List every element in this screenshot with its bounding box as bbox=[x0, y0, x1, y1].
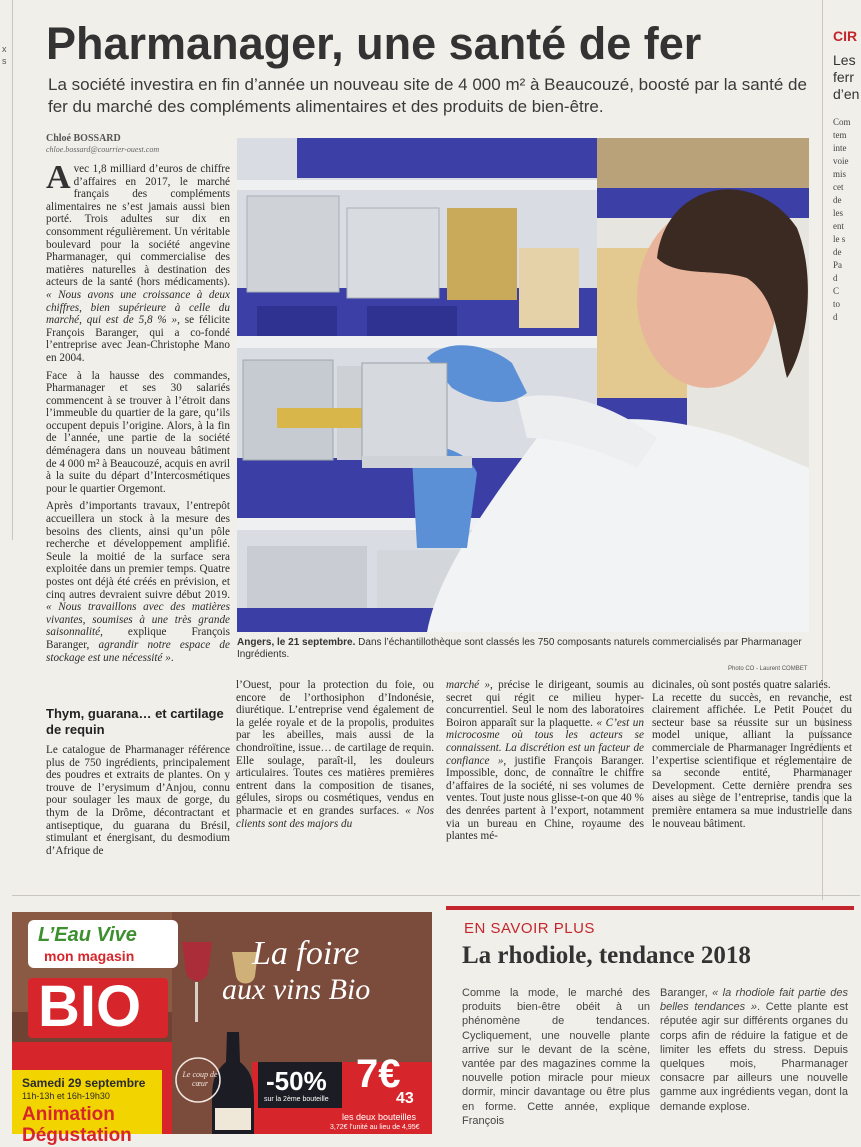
article-column-1-lower: Le catalogue de Pharmanager référence plus de 750 ingrédients, principalement des poudres et extraits de plantes. On y trouve de l’erysimum d’Anjou, connu pour soulager les maux de gorge, du thym de la Drôme, décontractant et antiseptique, du guarana du Brésil, stimulant et énergisant, du desmodium d’Afrique de bbox=[46, 744, 230, 857]
neighbour-deck: Les ferr d’en bbox=[833, 52, 860, 102]
section-subhead: Thym, guarana… et cartilage de requin bbox=[46, 706, 224, 737]
info-box-column-1: Comme la mode, le marché des produits bien-être obéit à un phénomène de tendances. Cycliquement, une nouvelle plante arrive sur le devant de la scène, vantée par des magazines comme la nouvelle potion miracle pour mieux dormir, mincir davantage ou être plus en forme. Cette année, explique François bbox=[462, 987, 650, 1127]
discount-box bbox=[258, 1062, 342, 1108]
neighbour-body: Com tem inte voie mis cet de les ent le s de Pa d C to d bbox=[833, 117, 851, 322]
photo-caption bbox=[237, 637, 809, 661]
event-subtitle: Dégustation bbox=[22, 1125, 132, 1146]
bio-badge bbox=[28, 974, 168, 1039]
neighbour-column-left bbox=[0, 0, 13, 540]
brand-logo bbox=[28, 920, 178, 968]
photo-illustration bbox=[237, 138, 809, 632]
article-column-4 bbox=[652, 679, 852, 830]
article-column-3 bbox=[446, 679, 644, 843]
paragraph-text: . Cette plante est réputée agir sur différents organes du corps afin de réduire la fatigue et de limiter les effets du stress. Depuis quelques mois, Pharmanager consacre par ailleurs une nouvelle gamme aux ingrédients vegan, dont la demande explose. bbox=[660, 1001, 849, 1113]
author-name: Chloé BOSSARD bbox=[46, 133, 121, 144]
quote-text: « Nous avons une croissance à deux chiffres, bien supérieure à celle du marché, qui est de 5,8 % » bbox=[46, 288, 230, 327]
paragraph-text: . bbox=[170, 651, 174, 664]
paragraph-text: Après d’importants travaux, l’entrepôt accueillera un stock à la mesure des besoins des clients, ainsi qu’un pôle recherche et développement amplifié. Seule la moitié de la surface sera exploitée dans un premier temps. Quatre postes ont déjà été créés en prévision, et cinq autres devraient suivre début 2019. bbox=[46, 500, 230, 601]
caption-text: Dans l’échantillothèque sont classés les 750 composants naturels commercialisés par Pharmanager Ingrédients. bbox=[237, 637, 802, 660]
article-headline: Pharmanager, une santé de fer bbox=[46, 18, 702, 69]
price-cents: 43 bbox=[396, 1090, 414, 1107]
drop-cap: A bbox=[46, 159, 71, 196]
event-date: Samedi 29 septembre bbox=[22, 1076, 146, 1090]
paragraph-text: Face à la hausse des commandes, Pharmanager et ses 30 salariés commencent à se trouver à l’étroit dans l’immeuble du quartier de la gare, qu’ils occupent depuis l’origine. Alors, à la fin de l’année, une partie de la société déménagera dans un nouveau bâtiment de 4 000 m² à Beaucouzé, acquis en avril à la suite du départ d’Intercosmétiques pour le quartier Orgemont. bbox=[46, 369, 230, 495]
event-title: Animation bbox=[22, 1104, 115, 1125]
article-column-2 bbox=[236, 679, 434, 830]
paragraph-text: vec 1,8 milliard d’euros de chiffre d’affaires en 2017, le marché français des compléments alimentaires ne s’est jamais aussi bien porté. Trois adultes sur dix en consomment régulièrement. Un véritable boulevard pour la société angevine Pharmanager, qui commercialise des matières naturelles à destination des acteurs de la santé (hors médicaments). bbox=[46, 163, 230, 289]
photo-credit: Photo CO - Laurent COMBET bbox=[728, 666, 808, 672]
paragraph-text: , précise le dirigeant, soumis au secret qui régit ce milieu hyper-concurrentiel. Seul le nom des laboratoires Boiron apparaît sur la plaquette. bbox=[446, 679, 644, 729]
event-hours: 11h-13h et 16h-19h30 bbox=[22, 1091, 110, 1101]
article-column-1 bbox=[46, 159, 230, 669]
ad-title-line-1: La foire bbox=[252, 935, 360, 972]
price-main: 7€ bbox=[356, 1052, 401, 1096]
neighbour-heading: CIR bbox=[833, 28, 858, 44]
advertisement[interactable] bbox=[12, 912, 432, 1146]
brand-name: L’Eau Vive bbox=[38, 924, 137, 946]
quote-text: marché » bbox=[446, 679, 491, 691]
brand-subtitle: mon magasin bbox=[44, 948, 135, 964]
info-box-rule bbox=[446, 906, 854, 910]
paragraph-text: , justifie François Baranger. Impossible, donc, de connaître le chiffre d’affaires de la société, ni ses volumes de ventes. Tout juste nous glisse-t-on que 40 % des denrées partent à l’export, notamment via un bureau en Chine, royaume des plantes mé- bbox=[446, 754, 644, 843]
quote-text: « la rhodiole fait partie des belles tendances » bbox=[660, 987, 848, 1014]
info-box bbox=[446, 906, 854, 1134]
quote-text: « Nos clients sont des majors du bbox=[236, 804, 434, 830]
info-box-kicker: EN SAVOIR PLUS bbox=[464, 920, 595, 937]
quote-text: « C’est un microcosme où tous les acteurs se connaissent. La discrétion est un facteur de confiance » bbox=[446, 716, 644, 767]
paragraph-text: Baranger, bbox=[660, 987, 713, 999]
paragraph-text: dicinales, où sont postés quatre salariés. bbox=[652, 679, 831, 691]
bio-text: BIO bbox=[38, 974, 142, 1039]
section-divider bbox=[12, 895, 860, 896]
neighbour-text: s bbox=[2, 56, 7, 66]
paragraph-text: l’Ouest, pour la protection du foie, ou encore de l’orthosiphon d’Indonésie, diurétique. L’entreprise vend également de la gelée royale et de la propolis, produites par les abeilles, mais aussi de la chondroïtine, issue… de cartilage de requin. Elle soulage, paraît-il, les douleurs articulaires. Toutes ces matières premières entrent dans la composition de tisanes, gélules, sirops ou cosmétiques, vendus en pharmacie et en grandes surfaces. bbox=[236, 679, 434, 817]
paragraph-text: , explique François Baranger, bbox=[46, 626, 230, 651]
caption-place: Angers, le 21 septembre. bbox=[237, 637, 356, 648]
discount-value: -50% bbox=[266, 1066, 327, 1096]
paragraph-text: , se félicite François Baranger, qui a co-fondé l’entreprise avec Jean-Christophe Mano en 2004. bbox=[46, 314, 230, 364]
ad-title-line-2: aux vins Bio bbox=[222, 973, 371, 1006]
author-email[interactable]: chloe.bossard@courrier-ouest.com bbox=[46, 145, 160, 154]
info-box-title: La rhodiole, tendance 2018 bbox=[462, 942, 751, 969]
price-note: les deux bouteilles bbox=[342, 1112, 417, 1122]
quote-text: agrandir notre espace de stockage est une nécessité » bbox=[46, 638, 230, 664]
price-unit-note: 3,72€ l’unité au lieu de 4,95€ bbox=[330, 1124, 420, 1131]
discount-note: sur la 2ème bouteille bbox=[264, 1096, 329, 1103]
article-photo bbox=[237, 138, 809, 632]
quote-text: « Nous travaillons avec des matières vivantes, soumises à une très grande saisonnalité bbox=[46, 601, 230, 639]
neighbour-text: x bbox=[2, 44, 7, 54]
article-deck: La société investira en fin d’année un nouveau site de 4 000 m² à Beaucouzé, boosté par la santé de fer du marché des compléments alimentaires et des produits de bien-être. bbox=[48, 75, 807, 116]
info-box-column-2 bbox=[660, 986, 848, 1114]
paragraph-text: La recette du succès, en revanche, est clairement affichée. Le Petit Poucet du secteur base sa réussite sur un business model unique, alliant la puissance commerciale de Pharmanager Ingrédients et l’expertise scientifique et réglementaire de sa seconde entité, Pharmanager Development. Cette dernière prendra ses aises au siège de l’entreprise, tandis que la première entamera sa mue industrielle dans le nouveau bâtiment. bbox=[652, 691, 852, 830]
seal-text: Le coup de cœur bbox=[182, 1070, 218, 1088]
